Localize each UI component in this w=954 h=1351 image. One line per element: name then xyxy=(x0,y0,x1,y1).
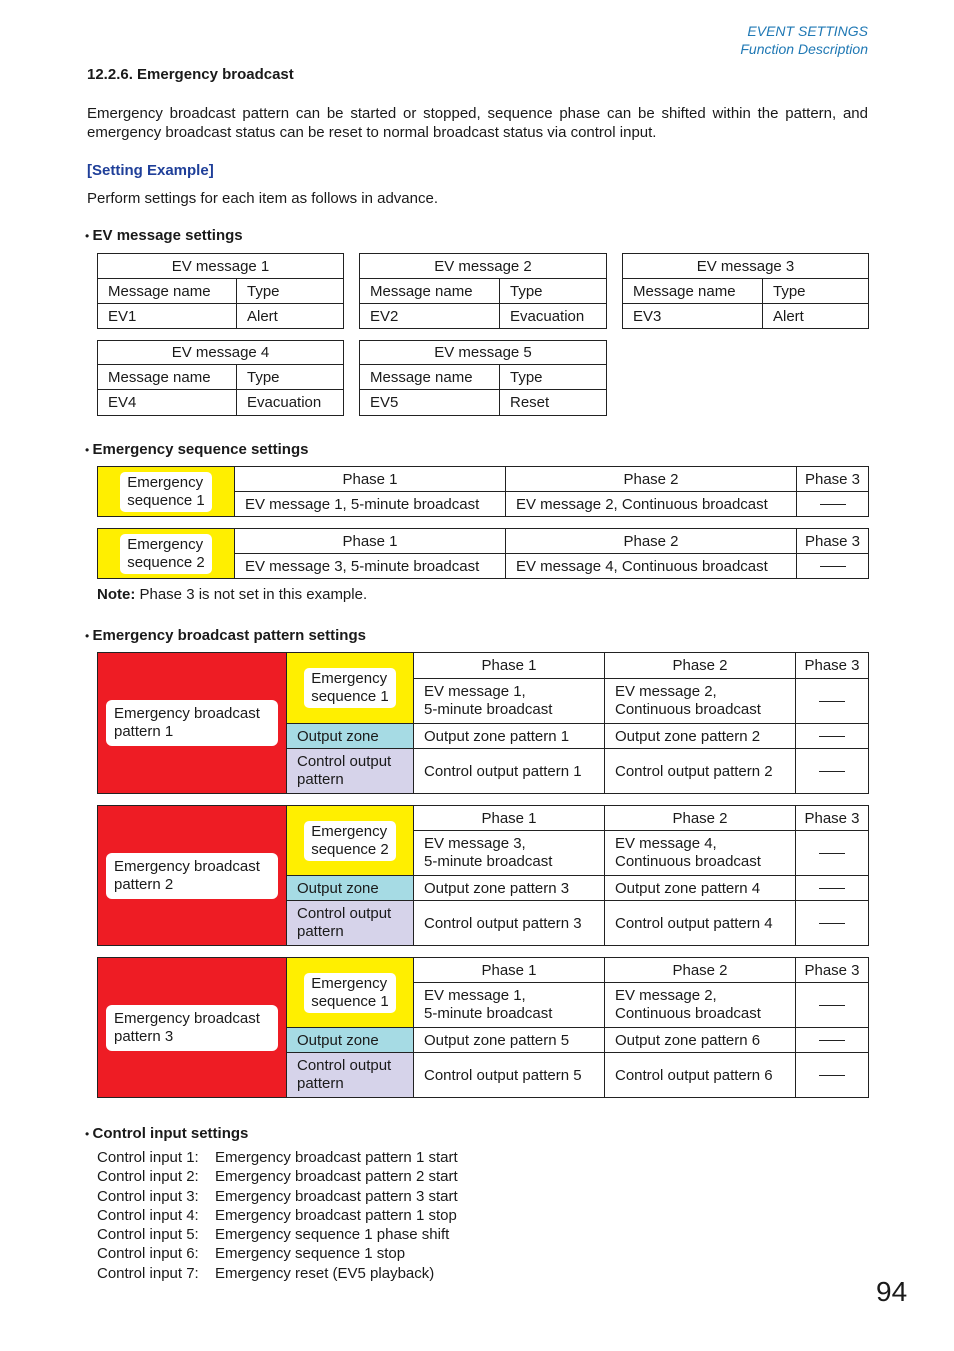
control-input-list xyxy=(97,1148,458,1283)
phase-2-header: Phase 2 xyxy=(605,958,796,983)
phase-1-output-zone: Output zone pattern 5 xyxy=(414,1028,605,1053)
phase-2-header: Phase 2 xyxy=(506,529,797,554)
control-input-label: Control input 1: xyxy=(97,1149,199,1166)
phase-3-empty xyxy=(796,901,869,946)
control-input-label: Control input 4: xyxy=(97,1206,199,1224)
phase-2-control-output: Control output pattern 4 xyxy=(605,901,796,946)
control-input-label: Control input 7: xyxy=(97,1264,199,1282)
control-output-line-1: Control output xyxy=(297,1057,392,1074)
ev-message-heading: • EV message settings xyxy=(85,227,243,244)
pattern-sequence-line-1: Emergency xyxy=(311,670,388,687)
pattern-label-line-2: pattern 1 xyxy=(114,723,174,740)
control-input-value: Emergency broadcast pattern 1 stop xyxy=(215,1206,457,1224)
control-input-value: Emergency broadcast pattern 2 start xyxy=(215,1168,458,1186)
phase-3-header: Phase 3 xyxy=(797,529,869,554)
phase-1-header: Phase 1 xyxy=(414,653,605,679)
control-output-line-2: pattern xyxy=(297,923,344,940)
phase-3-empty xyxy=(796,831,869,876)
control-input-value: Emergency broadcast pattern 3 start xyxy=(215,1187,458,1205)
ev-message-5-table xyxy=(359,340,607,416)
control-input-value: Emergency broadcast pattern 1 start xyxy=(215,1149,458,1166)
broadcast-pattern-2-table xyxy=(97,805,869,946)
col-type: Type xyxy=(763,279,869,304)
phase-1-message xyxy=(414,983,605,1028)
control-output-line-2: pattern xyxy=(297,1075,344,1092)
phase-1-message xyxy=(414,679,605,724)
pattern-sequence-line-2: sequence 1 xyxy=(311,688,389,705)
phase-1-output-zone: Output zone pattern 3 xyxy=(414,876,605,901)
phase-2-control-output: Control output pattern 2 xyxy=(605,749,796,794)
pattern-sequence-label xyxy=(287,806,414,876)
control-input-label: Control input 6: xyxy=(97,1245,199,1263)
sequence-label xyxy=(98,467,235,517)
sequence-label-line-2: sequence 1 xyxy=(127,491,205,509)
phase-3-empty xyxy=(796,876,869,901)
ev-type: Evacuation xyxy=(500,304,607,329)
col-message-name: Message name xyxy=(360,365,500,390)
pattern-sequence-label xyxy=(287,653,414,724)
phase-3-empty xyxy=(797,554,869,579)
note xyxy=(97,586,367,603)
ev-type: Reset xyxy=(500,390,607,416)
output-zone-label: Output zone xyxy=(287,876,414,901)
list-item xyxy=(97,1206,458,1225)
phase-3-empty xyxy=(796,724,869,749)
note-text: Phase 3 is not set in this example. xyxy=(135,586,368,603)
sequence-label-line-1: Emergency xyxy=(127,473,204,491)
col-message-name: Message name xyxy=(98,365,237,390)
broadcast-pattern-1-table xyxy=(97,652,869,794)
phase-1-control-output: Control output pattern 3 xyxy=(414,901,605,946)
col-type: Type xyxy=(500,365,607,390)
phase-2-header: Phase 2 xyxy=(605,653,796,679)
col-type: Type xyxy=(237,279,344,304)
sequence-label xyxy=(98,529,235,579)
phase-2-content: EV message 4, Continuous broadcast xyxy=(506,554,797,579)
header-line-1: EVENT SETTINGS xyxy=(747,23,868,39)
pattern-label-line-1: Emergency broadcast xyxy=(114,857,260,875)
phase-3-empty xyxy=(796,1053,869,1098)
ev-name: EV2 xyxy=(360,304,500,329)
phase-2-message-line-1: EV message 2, xyxy=(615,987,717,1004)
pattern-sequence-line-1: Emergency xyxy=(311,974,388,992)
pattern-label-line-1: Emergency broadcast xyxy=(114,1009,260,1027)
ev-title: EV message 1 xyxy=(98,254,344,279)
control-output-line-1: Control output xyxy=(297,905,392,922)
pattern-sequence-line-1: Emergency xyxy=(311,822,388,840)
phase-1-message-line-1: EV message 1, xyxy=(424,987,526,1004)
phase-3-header: Phase 3 xyxy=(796,958,869,983)
emergency-sequence-heading: • Emergency sequence settings xyxy=(85,441,308,458)
phase-2-header: Phase 2 xyxy=(605,806,796,831)
ev-type: Alert xyxy=(763,304,869,329)
phase-2-output-zone: Output zone pattern 2 xyxy=(605,724,796,749)
phase-1-message-line-2: 5-minute broadcast xyxy=(424,701,553,718)
ev-message-1-table xyxy=(97,253,344,329)
pattern-label-line-1: Emergency broadcast xyxy=(114,705,260,722)
ev-title: EV message 5 xyxy=(360,341,607,365)
phase-2-header: Phase 2 xyxy=(506,467,797,492)
phase-3-empty xyxy=(796,983,869,1028)
col-type: Type xyxy=(500,279,607,304)
control-input-label: Control input 3: xyxy=(97,1187,199,1205)
setting-example-description: Perform settings for each item as follows in advance. xyxy=(87,190,438,207)
control-output-label xyxy=(287,901,414,946)
phase-3-empty xyxy=(796,749,869,794)
note-label: Note: xyxy=(97,586,136,603)
phase-3-empty xyxy=(796,679,869,724)
col-message-name: Message name xyxy=(623,279,763,304)
pattern-label-line-2: pattern 2 xyxy=(114,875,174,893)
section-title: 12.2.6. Emergency broadcast xyxy=(87,66,294,83)
phase-2-content: EV message 2, Continuous broadcast xyxy=(506,492,797,517)
phase-2-message-line-2: Continuous broadcast xyxy=(615,701,761,718)
header-line-2: Function Description xyxy=(740,41,868,57)
pattern-label xyxy=(98,958,287,1098)
phase-2-message-line-1: EV message 2, xyxy=(615,683,717,700)
phase-3-header: Phase 3 xyxy=(796,806,869,831)
phase-1-content: EV message 1, 5-minute broadcast xyxy=(235,492,506,517)
phase-2-message-line-2: Continuous broadcast xyxy=(615,853,761,870)
ev-type: Evacuation xyxy=(237,390,344,416)
list-item xyxy=(97,1148,458,1167)
phase-1-message-line-2: 5-minute broadcast xyxy=(424,853,553,870)
phase-1-header: Phase 1 xyxy=(235,467,506,492)
phase-2-message xyxy=(605,831,796,876)
control-output-label xyxy=(287,1053,414,1098)
control-input-value: Emergency sequence 1 stop xyxy=(215,1245,406,1263)
phase-1-control-output: Control output pattern 5 xyxy=(414,1053,605,1098)
control-input-heading: • Control input settings xyxy=(85,1125,248,1142)
ev-message-3-table xyxy=(622,253,869,329)
sequence-label-line-1: Emergency xyxy=(127,535,204,553)
phase-3-empty xyxy=(796,1028,869,1053)
output-zone-label: Output zone xyxy=(287,1028,414,1053)
control-input-label: Control input 2: xyxy=(97,1168,199,1186)
phase-3-empty xyxy=(797,492,869,517)
control-output-line-2: pattern xyxy=(297,771,344,788)
col-message-name: Message name xyxy=(360,279,500,304)
ev-name: EV3 xyxy=(623,304,763,329)
phase-2-output-zone: Output zone pattern 6 xyxy=(605,1028,796,1053)
phase-1-message-line-1: EV message 1, xyxy=(424,683,526,700)
phase-1-header: Phase 1 xyxy=(235,529,506,554)
sequence-label-line-2: sequence 2 xyxy=(127,553,205,571)
control-output-line-1: Control output xyxy=(297,753,392,770)
list-item xyxy=(97,1264,458,1283)
setting-example-title: [Setting Example] xyxy=(87,162,214,179)
control-output-label xyxy=(287,749,414,794)
phase-1-header: Phase 1 xyxy=(414,806,605,831)
ev-message-2-table xyxy=(359,253,607,329)
pattern-label-line-2: pattern 3 xyxy=(114,1027,174,1045)
phase-2-message-line-1: EV message 4, xyxy=(615,835,717,852)
col-type: Type xyxy=(237,365,344,390)
emergency-sequence-2-table xyxy=(97,528,869,579)
ev-title: EV message 3 xyxy=(623,254,869,279)
pattern-sequence-label xyxy=(287,958,414,1028)
phase-2-message-line-2: Continuous broadcast xyxy=(615,1005,761,1022)
ev-message-4-table xyxy=(97,340,344,416)
phase-1-control-output: Control output pattern 1 xyxy=(414,749,605,794)
phase-1-message-line-1: EV message 3, xyxy=(424,835,526,852)
phase-2-message xyxy=(605,983,796,1028)
running-header xyxy=(740,22,868,58)
phase-1-message-line-2: 5-minute broadcast xyxy=(424,1005,553,1022)
pattern-sequence-line-2: sequence 2 xyxy=(311,840,389,858)
phase-1-message xyxy=(414,831,605,876)
broadcast-pattern-heading: • Emergency broadcast pattern settings xyxy=(85,627,366,644)
control-input-value: Emergency reset (EV5 playback) xyxy=(215,1264,435,1282)
emergency-sequence-1-table xyxy=(97,466,869,517)
pattern-label xyxy=(98,653,287,794)
broadcast-pattern-3-table xyxy=(97,957,869,1098)
phase-2-message xyxy=(605,679,796,724)
ev-name: EV1 xyxy=(98,304,237,329)
pattern-sequence-line-2: sequence 1 xyxy=(311,992,389,1010)
control-input-value: Emergency sequence 1 phase shift xyxy=(215,1226,450,1244)
phase-1-output-zone: Output zone pattern 1 xyxy=(414,724,605,749)
control-input-label: Control input 5: xyxy=(97,1226,199,1244)
phase-1-header: Phase 1 xyxy=(414,958,605,983)
col-message-name: Message name xyxy=(98,279,237,304)
ev-title: EV message 4 xyxy=(98,341,344,365)
phase-3-header: Phase 3 xyxy=(797,467,869,492)
list-item xyxy=(97,1225,458,1244)
phase-2-output-zone: Output zone pattern 4 xyxy=(605,876,796,901)
pattern-label xyxy=(98,806,287,946)
intro-paragraph: Emergency broadcast pattern can be started or stopped, sequence phase can be shifted within the pattern, and emergency broadcast status can be reset to normal broadcast status via control input. xyxy=(87,105,868,141)
ev-type: Alert xyxy=(237,304,344,329)
list-item xyxy=(97,1187,458,1206)
phase-2-control-output: Control output pattern 6 xyxy=(605,1053,796,1098)
ev-name: EV5 xyxy=(360,390,500,416)
page-number: 94 xyxy=(876,1276,908,1307)
ev-name: EV4 xyxy=(98,390,237,416)
list-item xyxy=(97,1167,458,1186)
ev-title: EV message 2 xyxy=(360,254,607,279)
output-zone-label: Output zone xyxy=(287,724,414,749)
phase-1-content: EV message 3, 5-minute broadcast xyxy=(235,554,506,579)
phase-3-header: Phase 3 xyxy=(796,653,869,679)
list-item xyxy=(97,1244,458,1263)
